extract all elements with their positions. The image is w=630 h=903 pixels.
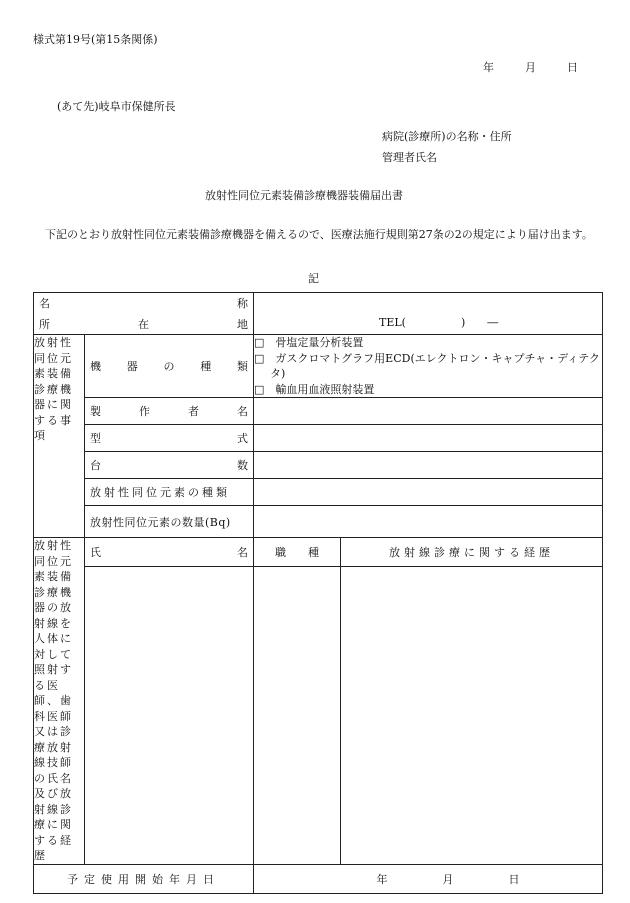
date-day-label: 日: [567, 61, 578, 74]
date-year-label: 年: [483, 61, 494, 74]
manufacturer-label: 製 作 者 名: [85, 398, 254, 425]
body-text: 下記のとおり放射性同位元素装備診療機器を備えるので、医療法施行規則第27条の2の規定により届け出ます。: [45, 228, 593, 241]
hospital-name-address-label: 病院(診療所)の名称・住所: [382, 130, 512, 143]
start-date-field[interactable]: 年 月 日: [254, 864, 603, 893]
document-title: 放射性同位元素装備診療機器装備届出書: [205, 189, 403, 202]
name-label: 名 称: [34, 293, 254, 314]
submission-date: [483, 59, 578, 75]
notification-form-table: [33, 292, 603, 894]
count-field[interactable]: [254, 452, 603, 479]
staff-history-label: 放射線診療に関する経歴: [341, 538, 603, 567]
isotope-amount-label: 放射性同位元素の数量(Bq): [85, 506, 254, 538]
date-month-label: 月: [525, 61, 536, 74]
staff-job-field[interactable]: [254, 567, 341, 864]
count-row: [34, 452, 603, 479]
form-number-label: 様式第19号(第15条関係): [33, 33, 158, 46]
manufacturer-field[interactable]: [254, 398, 603, 425]
staff-name-label: 氏 名: [85, 538, 254, 567]
isotope-amount-field[interactable]: [254, 506, 603, 538]
option-blood-irradiator[interactable]: □ 輸血用血液照射装置: [254, 382, 375, 396]
equipment-type-options: [254, 335, 603, 398]
isotope-type-label: 放射性同位元素の種類: [85, 479, 254, 506]
staff-header-row: [34, 538, 603, 567]
addressee: (あて先)岐阜市保健所長: [57, 100, 176, 113]
name-location-field[interactable]: [254, 293, 603, 335]
staff-entry-row: [34, 567, 603, 864]
isotope-type-row: [34, 479, 603, 506]
staff-job-label: 職 種: [254, 538, 341, 567]
tel-label: TEL( ) ―: [379, 316, 499, 329]
model-row: [34, 425, 603, 452]
equipment-section-label: 放射性同位元素装備診療機器に関する事項: [34, 335, 85, 538]
equipment-type-row: [34, 335, 603, 398]
count-label: 台 数: [85, 452, 254, 479]
isotope-amount-row: [34, 506, 603, 538]
model-field[interactable]: [254, 425, 603, 452]
ki-mark: 記: [308, 272, 319, 285]
isotope-type-field[interactable]: [254, 479, 603, 506]
name-row: [34, 293, 603, 314]
location-label: 所 在 地: [34, 314, 254, 335]
staff-section-label: 放射性同位元素装備診療機器の放射線を人体に対して照射する医師、歯科医師又は診療放射線技師の氏名及び放射線診療に関する経歴: [34, 538, 85, 865]
equipment-type-label: 機 器 の 種 類: [85, 335, 254, 398]
staff-name-field[interactable]: [85, 567, 254, 864]
start-date-row: [34, 864, 603, 893]
staff-history-field[interactable]: [341, 567, 603, 864]
model-label: 型 式: [85, 425, 254, 452]
option-bone-densitometer[interactable]: □ 骨塩定量分析装置: [254, 336, 364, 349]
manager-name-label: 管理者氏名: [382, 151, 437, 164]
start-date-label: 予定使用開始年月日: [34, 864, 254, 893]
option-gc-ecd[interactable]: □ ガスクロマトグラフ用ECD(エレクトロン・キャプチャ・ディテクタ): [254, 351, 600, 380]
manufacturer-row: [34, 398, 603, 425]
